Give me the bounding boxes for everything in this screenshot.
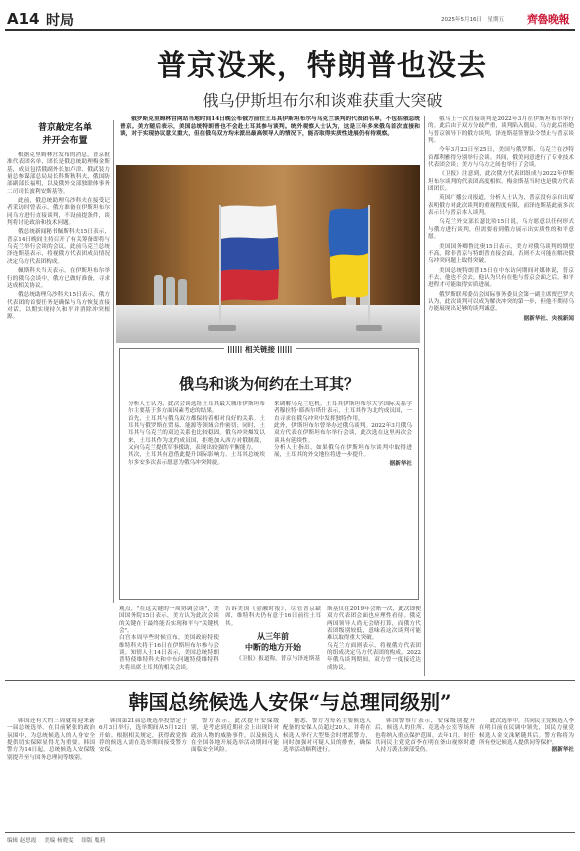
korea-credit: 据新华社 xyxy=(551,747,574,754)
sidebar-body: 根据克里姆林宫发布的消息，普京批准代表团名单，团长是俄总统助理梅金斯基，成员包括俄副外长加卢津、俄武装力量总参谋部总局局长科斯秋科夫、俄国防部副部长福明，以及俄外交部独联体事务二司司长波利安斯基等。 此前，俄总统助理乌沙科夫在接受记者采访时曾表示，俄方准备在伊斯坦布尔同乌方进行直接谈判，不设前提条件，谈判将讨论政治和技术问题。 俄总统新闻秘书佩斯科夫15日表示，普京14日晚间主持召开了有关筹备即将与乌克兰举行会谈的会议。此前乌克兰总统泽连斯基表示，将视俄方代表团成员情况决定乌方代表团构成。 佩斯科夫当天表示，在伊斯坦布尔举行的俄乌会谈中，俄方已做好准备，寻求达成相关协议。 俄总统助理乌沙科夫15日表示，俄方代表团的首要任务是确保与乌方恢复直接对话，以期实现持久和平并消除冲突根源。 xyxy=(7,152,110,321)
korea-col-3: 警方表示，此次提升安保级别，是考虑到近期社会上出现针对政治人物的威胁事件，以及候选人在全国各地开展选举活动期间可能面临安全风险。 xyxy=(191,718,279,754)
story-subhead: 从三年前 中断的地方开始 xyxy=(245,632,301,653)
issue-date: 2025年5月16日 星期五 xyxy=(441,17,504,23)
flags-illustration xyxy=(116,165,420,343)
main-headline: 普京没来，特朗普也没去 xyxy=(156,48,487,82)
lead-paragraph: 俄罗斯克里姆林宫网站当地时间14日晚公布俄方前往土耳其伊斯坦布尔与乌克兰谈判的代表团名单，不包括俄总统普京。美方随后表示，美国总统特朗普也不会赴土耳其参与谈判。统外观察人士认为，这是三年多来俄乌首次直接和谈，对于实现协议意义重大，但在俄乌双方均未派出最高领导人的情况下，能否取得实质性进展仍有待观察。 xyxy=(120,116,420,137)
column-divider xyxy=(424,116,425,676)
korea-col-5: 韩国警察厅表示，安保级别提升后，候选人的住所、竞选办公室等场所也将纳入重点保护范围。去年1月，时任共同民主党党首李在明在釜山视察时遭人持刀袭击颈部受伤。 xyxy=(375,718,475,754)
story-col-2: 告诉美国《金融时报》，尽管普京缺席，维特科夫仍有意于16日前往土耳其。 从三年前 中断的地方开始 《卫报》报道称，普京与泽连斯基 xyxy=(225,606,321,663)
photo-flags xyxy=(116,165,420,343)
newspaper-logo: 齊魯晚報 xyxy=(527,13,569,26)
korea-col-1: 韩国还有大约三周就将迎来新一届总统选举。在目前紧张的政治氛围中，为总统候选人的人身安全提供切实保障显得尤为重要。韩国警方为14日起，总统候选人安保级别提升至与国务总理同等级别。 xyxy=(7,718,95,761)
right-column-credit: 据新华社、央视新闻 xyxy=(523,315,574,322)
korea-col-2: 韩国第21届总统选举投票定于6月3日举行，选举期间从5月12日开始。根据相关规定，获得政党推荐的候选人需在选举期间接受警方安保。 xyxy=(99,718,187,754)
related-label: 相关链接 xyxy=(224,344,296,355)
related-credit: 据新华社 xyxy=(389,460,412,467)
related-col-1: 分析人士认为，此次会谈选址土耳其最大城市伊斯坦布尔主要基于多方面因素考虑的结果。 首先，土耳其与俄乌双方都保持着相对良好的关系。土耳其与俄罗斯在贸易、能源等领域合作密切；同时，土耳其与乌克兰的双边关系也比较稳固。俄乌冲突爆发以来，土耳其作为北约成员国，拒绝加入西方对俄制裁，又向乌克兰提供军事援助，表现出较强的平衡能力。 其次，土耳其有意借此提升国际影响力。土耳其总统埃尔多安多次表示愿意为俄乌冲突斡旋。 xyxy=(128,401,265,466)
korea-col-6: 此次选举中，共同民主党候选人李在明目前在民调中领先，国民力量党候选人金文洙紧随其后。警方称将为所有登记候选人提供同等保护。 据新华社 xyxy=(479,718,574,754)
footer-editor: 编辑 赵思霞 xyxy=(7,838,37,844)
story-col-3: 斯基仅在2019年会晤一次，此次即便双方代表团会面也应理性看待。俄克两国领导人尚无会晤打算，而俄方代表团级别较低，意味着这次谈判可能难以取得重大突破。 乌克兰方面则表示，将视俄方代表团的组成决定乌方代表团的构成。2022年俄乌谈判期间，双方曾一度接近达成协议。 xyxy=(327,606,421,671)
story-col-1: 观点，"在这关键的一周协调会谈"，美国国务院15日表示，美方认为此次会谈的关键在于最终能否实现和平与"关键机会"。 白宫本周早些时候宣布，美国政府特使维特科夫将于16日在伊斯坦布尔参与会谈。知情人士14日表示，美国总统特朗普特使维特科夫和中东问题特使维特科夫将出席土耳其的相关会谈。 xyxy=(119,606,219,671)
related-col-2: 来调解乌克兰危机。土耳其伊斯坦布尔大学国际关系学者穆拉特·耶西尔塔什表示，土耳其作为北约成员国，一直寻求在俄乌冲突中发挥独特作用。 此外，伊斯坦布尔曾举办过俄乌谈判。2022年3月俄乌双方代表在伊斯坦布尔举行会谈，此次选在这里再次会谈具有延续性。 分析人士指出，如果俄乌在伊斯坦布尔谈判中取得进展，土耳其的外交地位将进一步提升。 据新华社 xyxy=(274,401,412,467)
korea-col-4: 据悉，警方为每名主要候选人配备的安保人员超过20人，并将在候选人举行大型集会时增派警力，同时加强对可疑人员的排查，确保选举活动顺利进行。 xyxy=(283,718,371,754)
right-column-body: 俄乌上一次直接谈判是2022年3月在伊斯坦布尔举行的。此后由于双方分歧严重，谈判陷入僵局。乌方此后拒绝与普京领导下的俄方谈判，泽连斯基签署法令禁止与普京谈判。 今年3月23日至25日，美国与俄罗斯、乌克兰在沙特首都利雅得分别举行会谈。其间，俄美同意进行了专业技术代表团会谈；美方与乌方之间也举行了会谈。 《卫报》注意到，此次俄方代表团组成与2022年伊斯坦布尔谈判的代表团高度相似。梅金斯基当时也是俄方代表团团长。 英国广播公司报道，分析人士认为，普京没有亲自出席表明俄方对此次谈判的重视程度有限，而泽连斯基此前多次表示只与普京本人谈判。 乌克兰外交部长瑟比哈15日说，乌方愿意以任何形式与俄方进行谈判，但需要看到俄方展示出实质性的和平意愿。 美国国务卿鲁比奥15日表示，美方对俄乌谈判的期望不高，除非普京与特朗普直接会面，否则不太可能在解决俄乌冲突问题上取得突破。 美国总统特朗普15日在中东访问期间对媒体说，普京不去，他也不会去。他认为只有在他与普京会面之后，和平进程才可能取得实质进展。 俄罗斯联邦委员会国际事务委员会第一副主席贾巴罗夫认为，此次谈判可以成为解决冲突的第一步，但他不期待乌方能展现出足够的谈判诚意。 据新华社、央视新闻 xyxy=(428,116,574,322)
related-box xyxy=(119,345,419,600)
footer-designer: 美编 杨晓雯 xyxy=(44,838,74,844)
page-number: A14 xyxy=(7,10,40,28)
footer-rule xyxy=(5,832,575,833)
main-subheadline: 俄乌伊斯坦布尔和谈难获重大突破 xyxy=(202,91,443,110)
related-title: 俄乌和谈为何约在土耳其？ xyxy=(178,375,359,393)
related-bar-icon xyxy=(278,346,292,353)
section-rule xyxy=(5,680,575,681)
footer-proof: 组版 胤莉 xyxy=(81,838,106,844)
related-bar-icon xyxy=(228,346,242,353)
column-divider xyxy=(113,120,114,603)
footer-credits xyxy=(7,836,105,844)
section-name: 时局 xyxy=(46,13,74,29)
korea-headline: 韩国总统候选人安保“与总理同级别” xyxy=(128,690,452,714)
sidebar-heading: 普京敲定名单 并开会布置 xyxy=(37,123,92,146)
header-rule xyxy=(5,29,575,31)
